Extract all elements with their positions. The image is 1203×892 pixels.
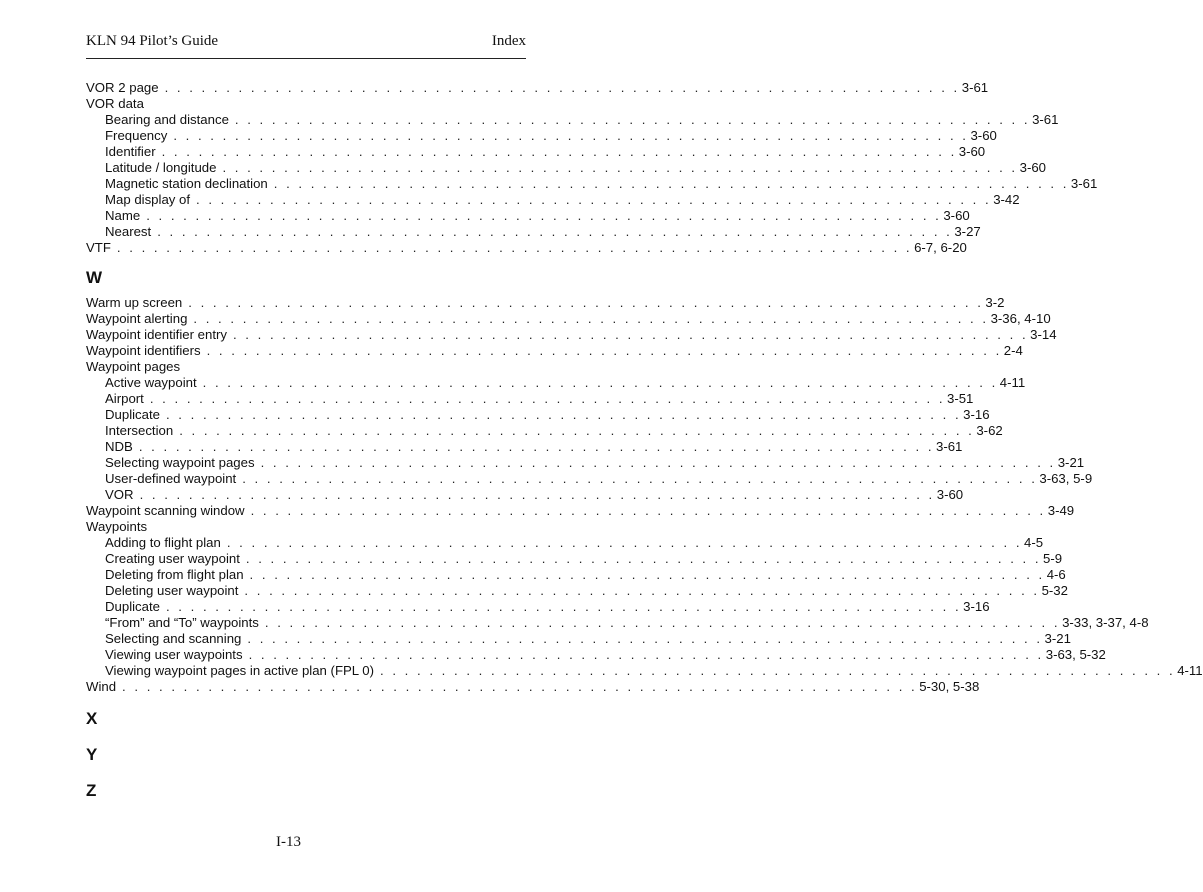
entry-pages: 3-63, 5-32 bbox=[1045, 647, 1106, 662]
dot-leader: . . . . . . . . . . . . . . . . . . . . . . . . . . . . . . . . . . . . . . . . . . . . . . . . . . . . . . . . . . . . . . . . . bbox=[173, 128, 969, 143]
entry-term: Waypoint alerting bbox=[86, 311, 188, 326]
entry-term: Intersection bbox=[105, 423, 174, 438]
entry-term: Duplicate bbox=[105, 599, 160, 614]
entry-term: Viewing waypoint pages in active plan (FPL 0) bbox=[105, 663, 375, 678]
dot-leader: . . . . . . . . . . . . . . . . . . . . . . . . . . . . . . . . . . . . . . . . . . . . . . . . . . . . . . . . . . . . . . . . . bbox=[157, 224, 953, 239]
dot-leader: . . . . . . . . . . . . . . . . . . . . . . . . . . . . . . . . . . . . . . . . . . . . . . . . . . . . . . . . . . . . . . . . . bbox=[264, 615, 1061, 630]
index-subentry bbox=[86, 439, 963, 455]
entry-pages: 3-60 bbox=[970, 128, 997, 143]
entry-term: Wind bbox=[86, 679, 117, 694]
entry-term: Identifier bbox=[105, 144, 156, 159]
entry-term: Active waypoint bbox=[105, 375, 197, 390]
dot-leader: . . . . . . . . . . . . . . . . . . . . . . . . . . . . . . . . . . . . . . . . . . . . . . . . . . . . . . . . . . . . . . . . . bbox=[234, 112, 1031, 127]
index-entry bbox=[86, 80, 989, 96]
entry-pages: 3-61 bbox=[1032, 112, 1059, 127]
entry-term: Waypoint scanning window bbox=[86, 503, 245, 518]
dot-leader: . . . . . . . . . . . . . . . . . . . . . . . . . . . . . . . . . . . . . . . . . . . . . . . . . . . . . . . . . . . . . . . . . bbox=[273, 176, 1069, 191]
index-subentry bbox=[86, 192, 1020, 208]
index-subentry bbox=[86, 144, 986, 160]
index-subentry bbox=[86, 487, 964, 503]
dot-leader: . . . . . . . . . . . . . . . . . . . . . . . . . . . . . . . . . . . . . . . . . . . . . . . . . . . . . . . . . . . . . . . . . bbox=[139, 487, 935, 502]
header-rule bbox=[86, 58, 526, 59]
entry-pages: 2-4 bbox=[1003, 343, 1023, 358]
entry-term: Deleting from flight plan bbox=[105, 567, 244, 582]
header-section: Index bbox=[491, 33, 526, 49]
entry-term: Waypoints bbox=[86, 519, 148, 534]
dot-leader: . . . . . . . . . . . . . . . . . . . . . . . . . . . . . . . . . . . . . . . . . . . . . . . . . . . . . . . . . . . . . . . . . bbox=[122, 679, 918, 694]
entry-pages: 3-51 bbox=[947, 391, 974, 406]
entry-pages: 3-60 bbox=[943, 208, 970, 223]
running-header bbox=[86, 33, 526, 55]
index-subentry bbox=[86, 128, 997, 144]
dot-leader: . . . . . . . . . . . . . . . . . . . . . . . . . . . . . . . . . . . . . . . . . . . . . . . . . . . . . . . . . . . . . . . . . bbox=[149, 391, 945, 406]
index-entry bbox=[86, 503, 1075, 519]
entry-term: Airport bbox=[105, 391, 144, 406]
dot-leader: . . . . . . . . . . . . . . . . . . . . . . . . . . . . . . . . . . . . . . . . . . . . . . . . . . . . . . . . . . . . . . . . . bbox=[250, 503, 1046, 518]
dot-leader: . . . . . . . . . . . . . . . . . . . . . . . . . . . . . . . . . . . . . . . . . . . . . . . . . . . . . . . . . . . . . . . . . bbox=[245, 551, 1042, 566]
entry-pages: 4-5 bbox=[1024, 535, 1044, 550]
entry-pages: 3-16 bbox=[963, 407, 990, 422]
entry-term: Selecting waypoint pages bbox=[105, 455, 255, 470]
index-entry bbox=[86, 295, 1005, 311]
index-subentry bbox=[86, 176, 1098, 192]
dot-leader: . . . . . . . . . . . . . . . . . . . . . . . . . . . . . . . . . . . . . . . . . . . . . . . . . . . . . . . . . . . . . . . . . bbox=[260, 455, 1056, 470]
dot-leader: . . . . . . . . . . . . . . . . . . . . . . . . . . . . . . . . . . . . . . . . . . . . . . . . . . . . . . . . . . . . . . . . . bbox=[188, 295, 984, 310]
entry-term: Adding to flight plan bbox=[105, 535, 221, 550]
index-subentry bbox=[86, 391, 974, 407]
entry-term: Bearing and distance bbox=[105, 112, 229, 127]
index-body bbox=[86, 80, 1203, 801]
entry-term: Waypoint pages bbox=[86, 359, 181, 374]
index-subentry bbox=[86, 208, 970, 224]
dot-leader: . . . . . . . . . . . . . . . . . . . . . . . . . . . . . . . . . . . . . . . . . . . . . . . . . . . . . . . . . . . . . . . . . bbox=[165, 599, 962, 614]
index-entry bbox=[86, 327, 1057, 343]
entry-pages: 3-16 bbox=[963, 599, 990, 614]
dot-leader: . . . . . . . . . . . . . . . . . . . . . . . . . . . . . . . . . . . . . . . . . . . . . . . . . . . . . . . . . . . . . . . . . bbox=[248, 647, 1044, 662]
entry-pages: 3-63, 5-9 bbox=[1039, 471, 1093, 486]
index-subentry bbox=[86, 631, 1071, 647]
index-subentry bbox=[86, 663, 1203, 679]
index-entry bbox=[86, 311, 1051, 327]
entry-pages: 3-27 bbox=[954, 224, 981, 239]
entry-pages: 3-61 bbox=[961, 80, 989, 95]
entry-pages: 3-49 bbox=[1047, 503, 1075, 518]
entry-pages: 4-11 bbox=[1177, 663, 1203, 678]
entry-pages: 5-30, 5-38 bbox=[919, 679, 980, 694]
index-subentry bbox=[86, 455, 1085, 471]
index-list-v bbox=[86, 80, 1098, 256]
entry-term: VOR 2 page bbox=[86, 80, 159, 95]
section-letter-w: W bbox=[86, 268, 103, 287]
index-subentry bbox=[86, 471, 1093, 487]
entry-pages: 6-7, 6-20 bbox=[914, 240, 967, 255]
index-subentry bbox=[86, 535, 1044, 551]
header-title: KLN 94 Pilot’s Guide bbox=[86, 33, 219, 49]
entry-pages: 5-32 bbox=[1041, 583, 1068, 598]
dot-leader: . . . . . . . . . . . . . . . . . . . . . . . . . . . . . . . . . . . . . . . . . . . . . . . . . . . . . . . . . . . . . . . . . bbox=[116, 240, 913, 255]
entry-term: VOR data bbox=[86, 96, 144, 111]
index-entry bbox=[86, 343, 1023, 359]
index-subentry bbox=[86, 112, 1059, 128]
entry-term: “From” and “To” waypoints bbox=[105, 615, 259, 630]
entry-term: Magnetic station declination bbox=[105, 176, 268, 191]
entry-pages: 3-36, 4-10 bbox=[990, 311, 1051, 326]
dot-leader: . . . . . . . . . . . . . . . . . . . . . . . . . . . . . . . . . . . . . . . . . . . . . . . . . . . . . . . . . . . . . . . . . bbox=[226, 535, 1022, 550]
dot-leader: . . . . . . . . . . . . . . . . . . . . . . . . . . . . . . . . . . . . . . . . . . . . . . . . . . . . . . . . . . . . . . . . . bbox=[196, 192, 992, 207]
index-subentry bbox=[86, 583, 1068, 599]
dot-leader: . . . . . . . . . . . . . . . . . . . . . . . . . . . . . . . . . . . . . . . . . . . . . . . . . . . . . . . . . . . . . . . . . bbox=[242, 471, 1038, 486]
dot-leader: . . . . . . . . . . . . . . . . . . . . . . . . . . . . . . . . . . . . . . . . . . . . . . . . . . . . . . . . . . . . . . . . . bbox=[202, 375, 998, 390]
entry-term: Latitude / longitude bbox=[105, 160, 217, 175]
section-letter-x: X bbox=[86, 709, 98, 728]
dot-leader: . . . . . . . . . . . . . . . . . . . . . . . . . . . . . . . . . . . . . . . . . . . . . . . . . . . . . . . . . . . . . . . . . bbox=[244, 583, 1040, 598]
dot-leader: . . . . . . . . . . . . . . . . . . . . . . . . . . . . . . . . . . . . . . . . . . . . . . . . . . . . . . . . . . . . . . . . . bbox=[206, 343, 1002, 358]
entry-pages: 3-33, 3-37, 4-8 bbox=[1062, 615, 1149, 630]
index-subentry bbox=[86, 551, 1063, 567]
index-subentry bbox=[86, 423, 1003, 439]
entry-pages: 3-60 bbox=[936, 487, 964, 502]
index-subentry bbox=[86, 407, 990, 423]
dot-leader: . . . . . . . . . . . . . . . . . . . . . . . . . . . . . . . . . . . . . . . . . . . . . . . . . . . . . . . . . . . . . . . . . bbox=[222, 160, 1018, 175]
entry-pages: 3-62 bbox=[976, 423, 1003, 438]
entry-pages: 4-11 bbox=[999, 375, 1026, 390]
section-letter-y: Y bbox=[86, 745, 98, 764]
dot-leader: . . . . . . . . . . . . . . . . . . . . . . . . . . . . . . . . . . . . . . . . . . . . . . . . . . . . . . . . . . . . . . . . . bbox=[138, 439, 934, 454]
index-subentry bbox=[86, 615, 1149, 631]
entry-pages: 3-61 bbox=[936, 439, 963, 454]
entry-pages: 3-14 bbox=[1030, 327, 1057, 342]
dot-leader: . . . . . . . . . . . . . . . . . . . . . . . . . . . . . . . . . . . . . . . . . . . . . . . . . . . . . . . . . . . . . . . . . bbox=[179, 423, 975, 438]
index-heading bbox=[86, 519, 520, 535]
entry-pages: 3-60 bbox=[1019, 160, 1047, 175]
entry-pages: 3-2 bbox=[985, 295, 1005, 310]
dot-leader: . . . . . . . . . . . . . . . . . . . . . . . . . . . . . . . . . . . . . . . . . . . . . . . . . . . . . . . . . . . . . . . . . bbox=[232, 327, 1029, 342]
entry-pages: 3-60 bbox=[958, 144, 986, 159]
dot-leader: . . . . . . . . . . . . . . . . . . . . . . . . . . . . . . . . . . . . . . . . . . . . . . . . . . . . . . . . . . . . . . . . . bbox=[247, 631, 1043, 646]
index-subentry bbox=[86, 224, 981, 240]
entry-term: Frequency bbox=[105, 128, 168, 143]
entry-term: Selecting and scanning bbox=[105, 631, 242, 646]
index-subentry bbox=[86, 599, 990, 615]
entry-pages: 4-6 bbox=[1046, 567, 1066, 582]
index-heading bbox=[86, 96, 520, 112]
dot-leader: . . . . . . . . . . . . . . . . . . . . . . . . . . . . . . . . . . . . . . . . . . . . . . . . . . . . . . . . . . . . . . . . . bbox=[146, 208, 942, 223]
entry-term: Nearest bbox=[105, 224, 152, 239]
entry-term: Deleting user waypoint bbox=[105, 583, 239, 598]
entry-pages: 3-42 bbox=[993, 192, 1020, 207]
entry-pages: 3-21 bbox=[1044, 631, 1071, 646]
section-letter-z: Z bbox=[86, 781, 97, 800]
entry-term: VOR bbox=[105, 487, 134, 502]
entry-term: Viewing user waypoints bbox=[105, 647, 243, 662]
dot-leader: . . . . . . . . . . . . . . . . . . . . . . . . . . . . . . . . . . . . . . . . . . . . . . . . . . . . . . . . . . . . . . . . . bbox=[164, 80, 960, 95]
entry-pages: 5-9 bbox=[1043, 551, 1063, 566]
index-heading bbox=[86, 359, 520, 375]
index-subentry bbox=[86, 160, 1047, 176]
dot-leader: . . . . . . . . . . . . . . . . . . . . . . . . . . . . . . . . . . . . . . . . . . . . . . . . . . . . . . . . . . . . . . . . . bbox=[165, 407, 962, 422]
index-subentry bbox=[86, 567, 1066, 583]
dot-leader: . . . . . . . . . . . . . . . . . . . . . . . . . . . . . . . . . . . . . . . . . . . . . . . . . . . . . . . . . . . . . . . . . bbox=[249, 567, 1045, 582]
index-entry bbox=[86, 240, 967, 256]
entry-term: Warm up screen bbox=[86, 295, 183, 310]
index-list-w bbox=[86, 295, 1203, 695]
entry-pages: 3-61 bbox=[1070, 176, 1098, 191]
index-subentry bbox=[86, 375, 1026, 391]
page-number: I-13 bbox=[276, 834, 301, 850]
entry-term: Duplicate bbox=[105, 407, 160, 422]
entry-term: VTF bbox=[86, 240, 111, 255]
entry-term: Waypoint identifier entry bbox=[86, 327, 227, 342]
dot-leader: . . . . . . . . . . . . . . . . . . . . . . . . . . . . . . . . . . . . . . . . . . . . . . . . . . . . . . . . . . . . . . . . . bbox=[193, 311, 989, 326]
dot-leader: . . . . . . . . . . . . . . . . . . . . . . . . . . . . . . . . . . . . . . . . . . . . . . . . . . . . . . . . . . . . . . . . . bbox=[161, 144, 957, 159]
entry-term: NDB bbox=[105, 439, 133, 454]
entry-term: Waypoint identifiers bbox=[86, 343, 201, 358]
entry-term: Name bbox=[105, 208, 141, 223]
index-subentry bbox=[86, 647, 1106, 663]
entry-term: User-defined waypoint bbox=[105, 471, 237, 486]
entry-term: Creating user waypoint bbox=[105, 551, 240, 566]
entry-term: Map display of bbox=[105, 192, 191, 207]
dot-leader: . . . . . . . . . . . . . . . . . . . . . . . . . . . . . . . . . . . . . . . . . . . . . . . . . . . . . . . . . . . . . . . . . bbox=[380, 663, 1176, 678]
index-entry bbox=[86, 679, 980, 695]
entry-pages: 3-21 bbox=[1057, 455, 1085, 470]
